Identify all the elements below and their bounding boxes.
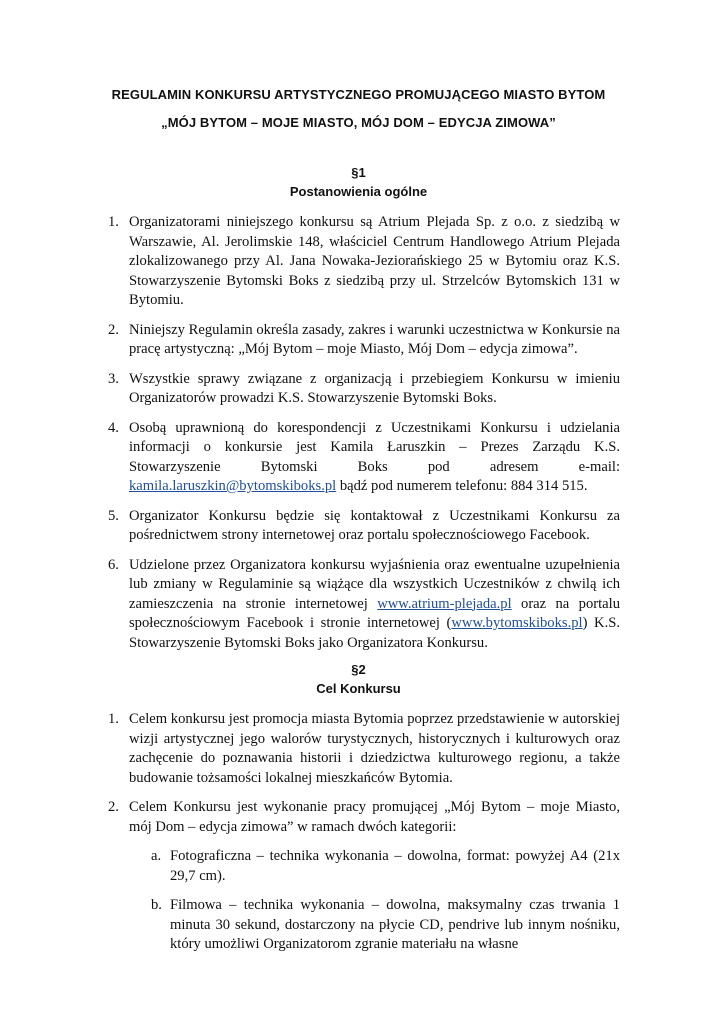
sub-item-letter: b. bbox=[151, 897, 162, 913]
list-item bbox=[97, 419, 620, 497]
section-2-number: §2 bbox=[351, 662, 366, 677]
list-item bbox=[97, 710, 620, 788]
document-subtitle: „MÓJ BYTOM – MOJE MIASTO, MÓJ DOM – EDYCJA ZIMOWA” bbox=[161, 115, 556, 130]
list-item-text: bądź pod numerem telefonu: 884 314 515. bbox=[336, 478, 588, 494]
list-item-number: 6. bbox=[108, 556, 119, 573]
list-item-number: 3. bbox=[108, 370, 119, 387]
email-link[interactable]: kamila.laruszkin@bytomskiboks.pl bbox=[129, 478, 337, 494]
sub-item-letter: a. bbox=[151, 848, 162, 864]
list-item-number: 2. bbox=[108, 321, 119, 338]
list-item bbox=[97, 507, 620, 546]
sub-list-item bbox=[129, 896, 620, 955]
list-item-text: ) K.S. Stowarzyszenie Bytomski Boks jako Organizatora Konkursu. bbox=[129, 615, 620, 651]
list-item-text: Celem konkursu jest promocja miasta Bytomia poprzez przedstawienie w autorskiej wizji artystycznej jego walorów turystycznych, historycznych i kulturowych oraz zachęcenie do poznawania historii i dziedzictwa kulturowego regionu, a także budowanie tożsamości lokalnej mieszkańców Bytomia. bbox=[129, 711, 620, 786]
list-item-number: 2. bbox=[108, 799, 119, 815]
list-item-number: 5. bbox=[108, 507, 119, 524]
section-2-list bbox=[97, 710, 620, 837]
sub-item-text: Filmowa – technika wykonania – dowolna, maksymalny czas trwania 1 minuta 30 sekund, dostarczony na płycie CD, pendrive lub innym nośniku, który umożliwi Organizatorom zgranie materiału na własne bbox=[170, 897, 620, 952]
list-item-text: Organizatorami niniejszego konkursu są Atrium Plejada Sp. z o.o. z siedzibą w Warszawie, Al. Jerolimskie 148, właściciel Centrum Handlowego Atrium Plejada zlokalizowanego przy Al. Jana Nowaka-Jeziorańskiego 25 w Bytomiu oraz K.S. Stowarzyszenie Bytomski Boks z siedzibą przy ul. Strzelców Bytomskich 131 w Bytomiu. bbox=[129, 214, 620, 308]
list-item bbox=[97, 556, 620, 654]
list-item-text: Wszystkie sprawy związane z organizacją i przebiegiem Konkursu w imieniu Organizatorów prowadzi K.S. Stowarzyszenie Bytomski Boks. bbox=[129, 370, 620, 406]
list-item bbox=[97, 213, 620, 311]
section-1-number: §1 bbox=[351, 165, 366, 180]
document-title: REGULAMIN KONKURSU ARTYSTYCZNEGO PROMUJĄCEGO MIASTO BYTOM bbox=[111, 87, 606, 102]
section-1-list bbox=[97, 213, 620, 653]
list-item-text: oraz na portalu społecznościowym Facebook i stronie internetowej ( bbox=[129, 595, 620, 631]
list-item-text: Niniejszy Regulamin określa zasady, zakres i warunki uczestnictwa w Konkursie na pracę artystyczną: „Mój Bytom – moje Miasto, Mój Dom – edycja zimowa”. bbox=[129, 321, 620, 357]
list-item-text: Osobą uprawnioną do korespondencji z Uczestnikami Konkursu i udzielania informacji o konkursie jest Kamila Łaruszkin – Prezes Zarządu K.S. Stowarzyszenie Bytomski Boks pod adresem e-mail: bbox=[129, 419, 620, 475]
list-item bbox=[97, 370, 620, 409]
atrium-website-link[interactable]: www.atrium-plejada.pl bbox=[377, 595, 512, 612]
list-item-text: Celem Konkursu jest wykonanie pracy promującej „Mój Bytom – moje Miasto, mój Dom – edycja zimowa” w ramach dwóch kategorii: bbox=[129, 799, 620, 835]
bytomskiboks-website-link[interactable]: www.bytomskiboks.pl bbox=[451, 615, 583, 631]
list-item bbox=[97, 798, 620, 837]
list-item-text: Udzielone przez Organizatora konkursu wyjaśnienia oraz ewentualne uzupełnienia lub zmiany w Regulaminie są wiążące dla wszystkich Uczestników z chwilą ich zamieszczenia na stronie internetowej bbox=[129, 556, 620, 612]
list-item-number: 1. bbox=[108, 214, 119, 230]
list-item-number: 1. bbox=[108, 711, 119, 727]
list-item-number: 4. bbox=[108, 419, 119, 436]
section-2-heading: Cel Konkursu bbox=[316, 681, 401, 696]
list-item bbox=[97, 321, 620, 360]
sub-item-text: Fotograficzna – technika wykonania – dowolna, format: powyżej A4 (21x 29,7 cm). bbox=[170, 848, 620, 884]
section-1-heading: Postanowienia ogólne bbox=[289, 184, 428, 199]
list-item-text: Organizator Konkursu będzie się kontaktował z Uczestnikami Konkursu za pośrednictwem strony internetowej oraz portalu społecznościowego Facebook. bbox=[129, 507, 620, 543]
sub-list-item bbox=[129, 847, 620, 886]
